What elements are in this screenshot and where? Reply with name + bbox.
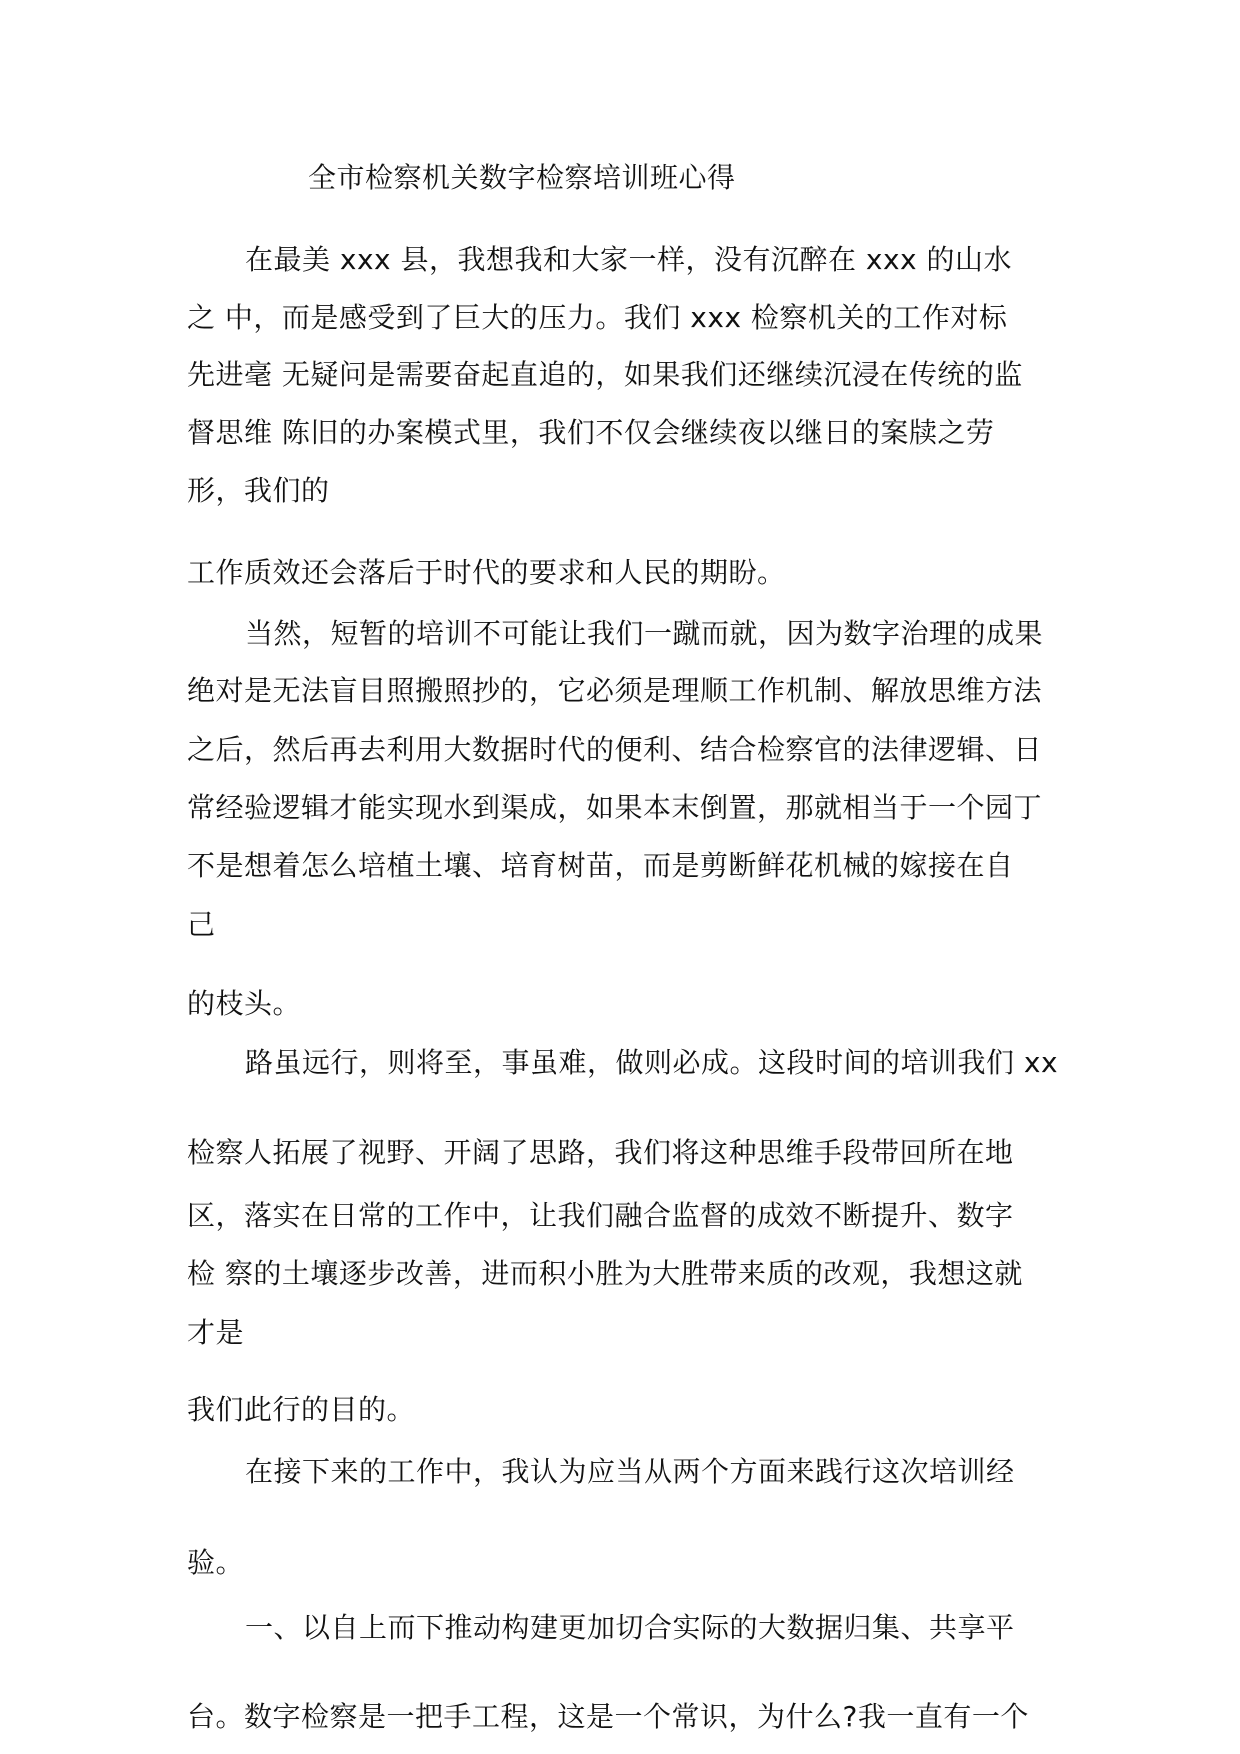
paragraph-line: 先进毫 无疑问是需要奋起直追的，如果我们还继续沉浸在传统的监 bbox=[187, 358, 1023, 391]
paragraph-line: 己 bbox=[187, 908, 216, 941]
paragraph-line: 在最美 xxx 县，我想我和大家一样，没有沉醉在 xxx 的山水 bbox=[245, 243, 1013, 276]
paragraph-line: 台。数字检察是一把手工程，这是一个常识，为什么?我一直有一个 bbox=[187, 1700, 1029, 1733]
paragraph-line: 不是想着怎么培植土壤、培育树苗，而是剪断鲜花机械的嫁接在自 bbox=[187, 849, 1014, 882]
paragraph-line: 检察人拓展了视野、开阔了思路，我们将这种思维手段带回所在地 bbox=[187, 1136, 1014, 1169]
paragraph-line: 路虽远行，则将至，事虽难，做则必成。这段时间的培训我们 xx bbox=[245, 1046, 1059, 1079]
paragraph-line: 之 中，而是感受到了巨大的压力。我们 xxx 检察机关的工作对标 bbox=[187, 301, 1008, 334]
paragraph-line: 绝对是无法盲目照搬照抄的，它必须是理顺工作机制、解放思维方法 bbox=[187, 674, 1043, 707]
document-title: 全市检察机关数字检察培训班心得 bbox=[308, 161, 736, 194]
paragraph-line: 一、以自上而下推动构建更加切合实际的大数据归集、共享平 bbox=[245, 1611, 1015, 1644]
paragraph-line: 督思维 陈旧的办案模式里，我们不仅会继续夜以继日的案牍之劳 bbox=[187, 416, 995, 449]
paragraph-line: 当然，短暂的培训不可能让我们一蹴而就，因为数字治理的成果 bbox=[245, 617, 1044, 650]
paragraph-line: 工作质效还会落后于时代的要求和人民的期盼。 bbox=[187, 556, 786, 589]
paragraph-line: 形，我们的 bbox=[187, 474, 330, 507]
paragraph-line: 在接下来的工作中，我认为应当从两个方面来践行这次培训经 bbox=[245, 1455, 1015, 1488]
paragraph-line: 检 察的土壤逐步改善，进而积小胜为大胜带来质的改观，我想这就 bbox=[187, 1257, 1023, 1290]
paragraph-line: 之后，然后再去利用大数据时代的便利、结合检察官的法律逻辑、日 bbox=[187, 733, 1043, 766]
paragraph-line: 验。 bbox=[187, 1546, 245, 1579]
paragraph-line: 的枝头。 bbox=[187, 987, 302, 1020]
paragraph-line: 我们此行的目的。 bbox=[187, 1393, 416, 1426]
paragraph-line: 区，落实在日常的工作中，让我们融合监督的成效不断提升、数字 bbox=[187, 1199, 1014, 1232]
paragraph-line: 常经验逻辑才能实现水到渠成，如果本末倒置，那就相当于一个园丁 bbox=[187, 791, 1043, 824]
paragraph-line: 才是 bbox=[187, 1316, 245, 1349]
